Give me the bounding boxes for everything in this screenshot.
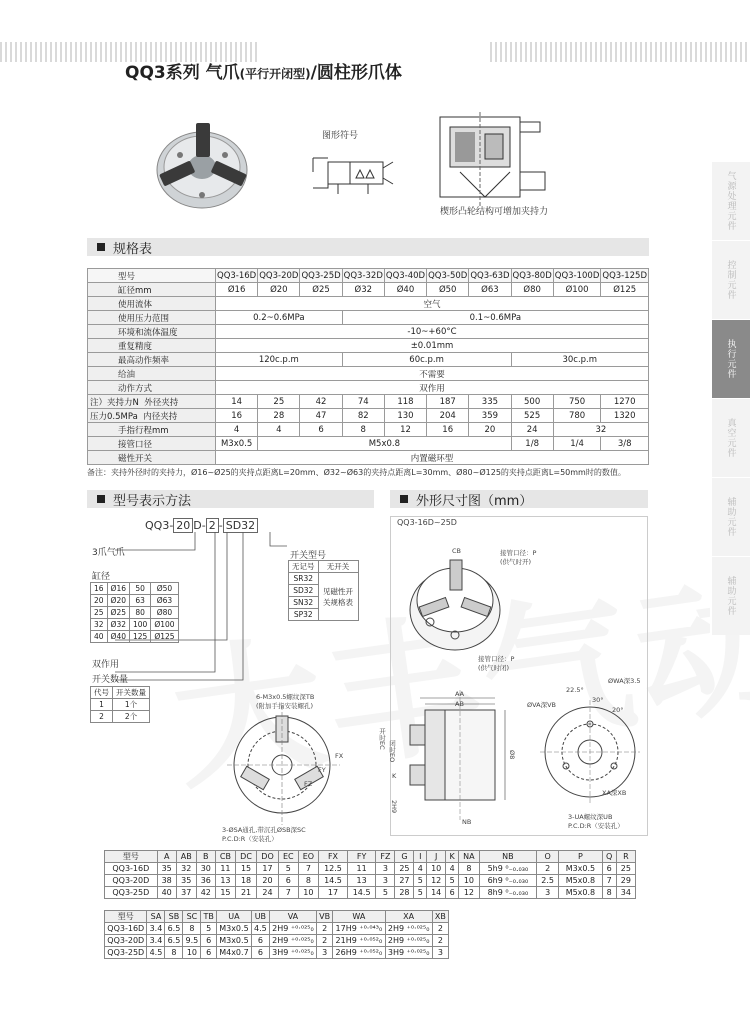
hole-note: 3-ØSA通孔,带沉孔ØSB深SC P.C.D:R（安装孔） <box>222 826 306 843</box>
dim-label-wa: ØWA深3.5 <box>608 677 641 685</box>
dims-section-title: 外形尺寸图（mm） <box>416 493 533 509</box>
bore-label: 缸径 <box>92 572 111 582</box>
spec-row-grip-outer: 注）夹持力N 外径夹持 14 25 42 74 118 187 335 500 750 1270 <box>88 395 649 409</box>
table-row: QQ3-20D 3.4 6.5 9.5 6 M3x0.5 6 2H9 ⁺⁰·⁰²⁵₀ 2 21H9 ⁺⁰·⁰⁵²₀ 2H9 ⁺⁰·⁰²⁵₀ 2 <box>105 935 449 947</box>
spec-table <box>87 268 649 465</box>
switch-code-box: SD32 <box>223 518 258 533</box>
table-row: QQ3-20D 38 35 36 13 18 20 6 8 14.5 13 3 27 5 12 5 10 6h9 ⁰₋₀.₀₃₀ 2.5 M5x0.8 7 29 <box>105 875 636 887</box>
double-acting-label: 双作用 <box>92 660 120 670</box>
side-tabs <box>710 162 750 636</box>
table-row: QQ3-25D 4.5 8 10 6 M4x0.7 6 3H9 ⁺⁰·⁰²⁵₀ 3 26H9 ⁺⁰·⁰⁵²₀ 3H9 ⁺⁰·⁰²⁵₀ 3 <box>105 947 449 959</box>
square-bullet-icon <box>97 243 105 251</box>
spec-row-temp: 环境和流体温度 -10~+60°C <box>88 325 649 339</box>
product-photo <box>150 115 255 215</box>
dim-label-fz: FZ <box>304 780 313 788</box>
section-drawing <box>430 112 555 207</box>
model-code-string: QQ3- 20 D- 2 - SD32 <box>145 518 258 533</box>
front-drawing <box>222 700 352 830</box>
side-tab-auxiliary-1[interactable]: 辅助元件 <box>710 478 750 556</box>
dims-model-label: QQ3-16D~25D <box>397 518 457 527</box>
spec-section-header <box>87 238 649 256</box>
spec-row-port: 接管口径 M3x0.5 M5x0.8 1/8 1/4 3/8 <box>88 437 649 451</box>
port-p-top-label: 接管口径：P (供气时开) <box>500 549 537 566</box>
model-code-section-header <box>87 490 374 508</box>
spec-row-repeat: 重复精度 ±0.01mm <box>88 339 649 353</box>
dim-label-cb: CB <box>452 547 461 555</box>
section-caption: 楔形凸轮结构可增加夹持力 <box>440 207 549 217</box>
pneumatic-symbol <box>308 150 398 200</box>
square-bullet-icon <box>400 495 408 503</box>
side-drawing <box>400 690 520 830</box>
side-tab-control[interactable]: 控制元件 <box>710 241 750 319</box>
dims-section-header <box>390 490 648 508</box>
dim-label-fx: FX <box>335 752 344 760</box>
dim-table-1 <box>104 850 636 899</box>
page-title: QQ3系列 气爪(平行开闭型)/圆柱形爪体 <box>125 63 402 83</box>
port-p-bottom-label: 接管口径：P (供气时闭) <box>478 655 515 672</box>
table-row: QQ3-16D 35 32 30 11 15 17 5 7 12.5 11 3 25 4 10 4 8 5h9 ⁰₋₀.₀₃₀ 2 M3x0.5 6 25 <box>105 863 636 875</box>
ua-note: 3-UA螺纹深UB P.C.D:R（安装孔） <box>568 813 624 830</box>
symbol-label: 图形符号 <box>322 131 359 141</box>
dim-label-eo: 闭时EO <box>388 740 396 763</box>
spec-section-title: 规格表 <box>113 241 153 257</box>
dim-label-angle-1: 22.5° <box>566 686 584 694</box>
side-tab-auxiliary-2[interactable]: 辅助元件 <box>710 557 750 635</box>
switch-type-label: 开关型号 <box>290 551 327 561</box>
side-tab-actuator[interactable]: 执行元件 <box>710 320 750 398</box>
side-tab-air-treatment[interactable]: 气源处理元件 <box>710 162 750 240</box>
switch-table: 无记号 无开关 SR32 见磁性开关规格表 SD32 SN32 SP32 <box>288 560 359 621</box>
dim-label-ec: 开时EC <box>378 728 386 750</box>
spec-row-oil: 给油 不需要 <box>88 367 649 381</box>
table-row: QQ3-25D 40 37 42 15 21 24 7 10 17 14.5 5 28 5 14 6 12 8h9 ⁰₋₀.₀₃₀ 3 M5x0.8 8 34 <box>105 887 636 899</box>
bottom-drawing <box>535 690 645 820</box>
bore-code-box: 20 <box>173 518 193 533</box>
spec-note: 备注：夹持外径时的夹持力，Ø16~Ø25的夹持点距离L=20mm、Ø32~Ø63的夹持点距离L=30mm、Ø80~Ø125的夹持点距离L=50mm时的数值。 <box>87 468 626 477</box>
dim-label-k: K <box>392 772 397 780</box>
side-tab-vacuum[interactable]: 真空元件 <box>710 399 750 477</box>
spec-row-freq: 最高动作频率 120c.p.m 60c.p.m 30c.p.m <box>88 353 649 367</box>
dim-table-2 <box>104 910 449 959</box>
type-label: 3爪气爪 <box>92 548 125 558</box>
dim-label-angle-2: 30° <box>592 696 604 704</box>
spec-row-action: 动作方式 双作用 <box>88 381 649 395</box>
dim-label-ab: AB <box>455 700 464 708</box>
model-code-section-title: 型号表示方法 <box>113 493 192 509</box>
dim-label-aa: AA <box>455 690 465 698</box>
qty-label: 开关数量 <box>92 675 129 685</box>
spec-row-switch: 磁性开关 内置磁环型 <box>88 451 649 465</box>
thread-note: 6-M3x0.5螺纹深TB (附加手指安装螺孔) <box>256 693 315 710</box>
qty-table: 代号 开关数量 1 1个 2 2个 <box>90 686 150 723</box>
dim-label-fy: FY <box>318 766 326 774</box>
square-bullet-icon <box>97 495 105 503</box>
dim-label-va: ØVA深VB <box>527 701 556 709</box>
header-stripes-right <box>490 42 750 62</box>
qty-code-box: 2 <box>206 518 219 533</box>
spec-row-pressure: 使用压力范围 0.2~0.6MPa 0.1~0.6MPa <box>88 311 649 325</box>
spec-row-grip-inner: 压力0.5MPa 内径夹持 16 28 47 82 130 204 359 525 780 1320 <box>88 409 649 423</box>
dim-table-1-header: 型号 A AB B CB DC DO EC EO FX FY FZ G I J K NA NB O P Q R <box>105 851 636 863</box>
dim-table-2-header: 型号 SA SB SC TB UA UB VA VB WA XA XB <box>105 911 449 923</box>
bore-table: 16 Ø16 50 Ø50 20 Ø20 63 Ø63 25 Ø25 80 Ø80 32 Ø32 100 Ø100 40 Ø40 125 Ø125 <box>90 582 179 643</box>
spec-row-bore: 缸径mm Ø16 Ø20 Ø25 Ø32 Ø40 Ø50 Ø63 Ø80 Ø100 Ø125 <box>88 283 649 297</box>
dim-label-angle-3: 20° <box>612 706 624 714</box>
spec-row-fluid: 使用流体 空气 <box>88 297 649 311</box>
spec-row-stroke: 手指行程mm 4 4 6 8 12 16 20 24 32 <box>88 423 649 437</box>
dim-label-xa: XA深XB <box>602 789 627 797</box>
table-row: QQ3-16D 3.4 6.5 8 5 M3x0.5 4.5 2H9 ⁺⁰·⁰²⁵₀ 2 17H9 ⁺⁰·⁰⁴³₀ 2H9 ⁺⁰·⁰²⁵₀ 2 <box>105 923 449 935</box>
spec-row-model: 型号 QQ3-16D QQ3-20D QQ3-25D QQ3-32D QQ3-40D QQ3-50D QQ3-63D QQ3-80D QQ3-100D QQ3-125D <box>88 269 649 283</box>
dim-label-nb: NB <box>462 818 472 826</box>
dim-label-b: Ø8 <box>508 750 516 760</box>
dim-label-2h9: 2H9 <box>390 800 398 814</box>
